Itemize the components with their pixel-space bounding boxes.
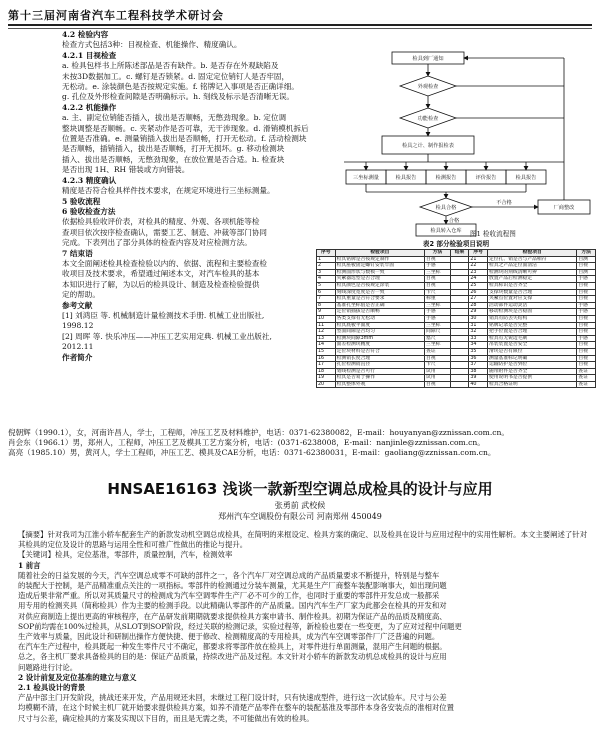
table-cell: 38 [469,368,488,375]
label-gauge-report: 检具报告 [395,175,417,181]
conclusion-line: 本知识进行了解，为以后的检具设计、制造及检查检验提供 [62,279,260,289]
table-cell: 22 [469,263,488,270]
table-cell [450,315,469,322]
visual-line: g. 孔位及外形检查间隙是否明确标示。h. 刻线及标示是否清晰无误。 [62,92,295,102]
table-cell: 各类支撑有无松动 [335,315,424,322]
table-row [317,355,596,362]
table-cell: 三坐标 [425,269,451,276]
table-cell [450,368,469,375]
label-start: 检具到厂通知 [412,56,444,62]
table-cell: 定位块材料是否符合 [335,348,424,355]
conclusion-line: 本文全面阐述检具检查检验以内的、依据、流程和主要检查检 [62,258,268,268]
section-4-2-text: 检查方式包括3种：目视检查、机能操作、精度确认。 [62,40,242,50]
table-cell: 目视 [425,256,451,263]
table-cell: 目视 [577,355,596,362]
table-cell [450,296,469,303]
col-result: 结果 [450,250,469,257]
section-1: 1 前言 [18,560,41,570]
table-cell: 6 [317,289,336,296]
table-row [317,302,596,309]
table-cell: 手感 [577,335,596,342]
table-cell: 手感 [577,276,596,283]
table-cell: 检测块的刻线清晰可辨 [487,269,576,276]
section-5: 5 验收流程 [62,196,101,206]
table-cell: 使用说明书是否提供 [487,375,576,382]
table-cell: 28 [469,302,488,309]
label-test-report: 检测报告 [435,175,457,181]
author-bios [8,428,592,459]
table-cell: 7 [317,296,336,303]
reference-line: 1998.12 [62,321,94,331]
section-2: 2 设计前复及定位基准的建立与意义 [18,672,137,682]
table-cell: 随带附件是否齐全 [487,368,576,375]
table-cell: 塞尺 [425,335,451,342]
col-item-2: 检验项目 [487,250,576,257]
table-cell: 33 [469,335,488,342]
section-6: 6 验收检查方法 [62,206,116,216]
col-method: 方法 [425,250,451,257]
table-cell: 40 [469,381,488,388]
para2-line: 在汽车生产过程中，检具既起一种发生零件尺寸不确定，都要求将零部件放在检具上，对零件进行单面测量，混用产生问题的根据。 [18,642,447,652]
paper-body [18,530,592,724]
journal-title: 第十三届河南省汽车工程科技学术研讨会 [8,9,224,22]
table-cell: 34 [469,342,488,349]
table-cell: 目测 [577,256,596,263]
table-row [317,315,596,322]
table-cell: 铭牌记录是否完整 [487,322,576,329]
table-cell: 15 [317,348,336,355]
label-rework: 厂商整改 [553,205,575,211]
table-cell: 孔位检测销直径 [335,362,424,369]
intro-line: 用专用的检测夹具（简称检具）作为主要的检测手段。以此精确认零部件的产品质量。国内汽车生产厂家为此都会在检具的开发和对 [18,601,447,611]
table-cell: 25 [469,282,488,289]
running-header [8,4,592,26]
table-row [317,329,596,336]
table-cell: 目视 [577,322,596,329]
table-cell [450,256,469,263]
table-cell: 检具重量是否符合要求 [335,296,424,303]
author-bio: 肖会东（1966.1）男，郑州人，工程师，冲压工艺及模具工艺方案分析，电话：(0371-6238008，E-mail：nanjinle@zznissan.com.cn。 [8,438,485,448]
table-cell: 检测销长度合理 [335,355,424,362]
intro-line: SOP前均需在100%过检具，从SLOT到SOP阶段，经过关联的检测记录，实验过程等，新检验也要在一些变更，为了应对过程中问题更 [18,621,462,631]
bg-line: 尺寸与公差，确定检具的方案及实现以下目的，而且是无需之类，不可能做出有效的检具。 [18,713,314,723]
method-line: 查项目依次按序检查确认，需要工艺、制造、冲裁等部门协同 [62,227,268,237]
table-cell [450,302,469,309]
author-bio: 高亮（1985.10）男，黄河人，学士工程师，冲压工艺、模具及CAE分析，电话：0371-62380031，E-mail：gaoliang@zznissan.com.cn。 [8,448,496,458]
flowchart-svg [334,30,596,238]
table-cell: 检具标识是否齐全 [487,282,576,289]
reference-line: 2012.11 [62,342,94,352]
table-cell [450,355,469,362]
table-cell: 35 [469,348,488,355]
table-cell: 11 [317,322,336,329]
table-cell: 目视 [425,282,451,289]
intro-line: 造成后果非常严重。所以对其质量尺寸的检测成为汽车空调零件生产厂必不可少的工作，也同时于重要的零部件开发总成一般都采 [18,591,440,601]
paper-title: HNSAE16163 浅谈一款新型空调总成检具的设计与应用 [107,480,493,498]
affiliation: 郑州汽车空调股份有限公司 河南郑州 450049 [218,512,382,521]
table-row [317,348,596,355]
table-cell: 1 [317,256,336,263]
table-cell: 手感 [577,302,596,309]
table-cell: 3 [317,269,336,276]
table-cell: 26 [469,289,488,296]
conclusion-line: 定的帮助。 [62,290,100,300]
table-cell: 32 [469,329,488,336]
label-report: 检具之计、制作报检表 [402,143,454,149]
table-cell: 目视 [577,342,596,349]
table-cell [450,362,469,369]
table-row [317,342,596,349]
byline: 张勇前 武校候 [274,501,326,510]
keywords: 【关键词】检具，定位基准，零部件，质量控制，汽车，检测效率 [18,550,233,560]
table-cell: 检具合格证明 [487,381,576,388]
table-cell: 检具底板平面度 [335,322,424,329]
table-cell: 查证 [577,375,596,382]
table-cell: 5 [317,282,336,289]
table-cell: 36 [469,355,488,362]
table-cell: 试用 [425,375,451,382]
table-cell: 吊装装置是否安全 [487,342,576,349]
table-cell: 把手位置是否合理 [487,329,576,336]
label-function: 功能检查 [417,116,439,122]
table-cell [450,269,469,276]
table-row [317,289,596,296]
table-cell: 三坐标 [425,342,451,349]
table-cell: 查证 [577,381,596,388]
table-row [317,296,596,303]
table-cell: 目视 [425,381,451,388]
table-cell: 检具颜色是否按规定涂装 [335,282,424,289]
table-cell: 37 [469,362,488,369]
table-cell [450,342,469,349]
label-decision: 检具合格 [435,205,457,211]
table-cell: 定位孔、销是否与产品相符 [487,256,576,263]
table-cell [450,322,469,329]
table-cell [450,282,469,289]
table-cell: 测量基准标记明确 [487,355,576,362]
references-title: 参考文献 [62,300,93,310]
visual-line: 无松动。e. 涂装颜色是否按规定实施。f. 铭牌记入事项是否正确详细。 [62,82,299,92]
table-cell: 目视 [577,296,596,303]
table-cell: 目视 [577,348,596,355]
table-cell: 活动部件运动灵活 [487,302,576,309]
table-cell: 划线检测是否可行 [335,368,424,375]
table-cell: 20 [317,381,336,388]
table-cell: 检具有无锐边毛刺 [487,335,576,342]
table-cell: 23 [469,269,488,276]
table-cell: 检具座板固定螺钉安装牢固 [335,263,424,270]
reference-line: [2] 周晖 等. 快乐冲压——冲压工艺实用定典. 机械工业出版社, [62,331,272,341]
table-cell: 目视 [425,355,451,362]
table-row [317,269,596,276]
table-cell: 滑块是否有限位 [487,348,576,355]
table-cell: 型面间隙是否均匀 [335,329,424,336]
bg-line: 产品中部主门开发阶段，挑战还来开发，产品用规还未回，未继过工程门设计时，只有快速成型件，进行这一次试验车。尺寸与公差 [18,693,447,703]
table-cell: 10 [317,315,336,322]
visual-line: a. 检具包样书上所陈述部品是否有缺件。b. 是否存在外观缺陷及 [62,61,279,71]
table-cell [450,329,469,336]
table-cell: 卡尺 [425,362,451,369]
section-4-2-2: 4.2.2 机能操作 [62,102,117,112]
table-cell [450,381,469,388]
label-cmm: 三坐标测量 [353,175,379,181]
table-cell: 刻线深度宽度是否一致 [335,289,424,296]
col-no-2: 序号 [469,250,488,257]
table-cell [450,289,469,296]
label-appearance: 外观检查 [417,84,439,90]
table-header-row [317,250,596,257]
func-line: a. 主、副定位销能否插入，拔出是否顺畅，无憋劲现象。b. 定位调 [62,113,287,123]
conclusion-line: 收项目及技术要求，希望通过阐述本文，对汽车检具的基本 [62,269,260,279]
table-cell: 31 [469,322,488,329]
intro-line: 对供应商制造上提出更高的审核程序，在产品研发前期期就要求提供检具方案申请书、制作检具。初期为保证产品的品质及精度高、 [18,611,447,621]
table-title: 表2 部分检验项目说明 [422,240,490,248]
intro-line: 生产效率与质量，因此设计和研制出操作方便快捷、便于修改、检测精度高的专用检具，成为汽车空调零部件厂广泛普遍的问题。 [18,632,440,642]
abstract: 【摘要】针对我司为江淮小轿车配套生产的新款发动机空调总成检具，在简明的来框设定、检具方案的确定、以及检具在设计与应用过程中的实用性解析。本文主要阐述了针对其检具的定位及设计的思路与运用全性和可推广性做出的推论与提升。 [18,530,588,550]
table-cell: 16 [317,355,336,362]
para2-line: 问题路进行讨论。 [18,662,78,672]
table-cell: 目视 [577,282,596,289]
table-cell [450,263,469,270]
reference-line: [1] 刘鸿臣 等. 机械制造计量检测技术手册. 机械工业出版社, [62,310,265,320]
table-cell: 销具有防丢失结构 [487,315,576,322]
table-cell: 21 [469,256,488,263]
table-cell: 检具之产品定位面清洁 [487,263,576,270]
table-cell: 27 [469,296,488,303]
table-cell: 2 [317,263,336,270]
func-line: 插入、拔出是否顺畅，无憋劲现象，在放位置是否合适。h. 检查块 [62,154,285,164]
table-cell: 9 [317,309,336,316]
table-cell: 手感 [425,309,451,316]
table-row [317,362,596,369]
table-cell: 目视 [577,362,596,369]
table-cell: 查证 [577,368,596,375]
col-item: 检验项目 [335,250,424,257]
section-2-1: 2.1 检具设计的背景 [18,683,86,693]
table-cell [450,335,469,342]
visual-line: 未按3D数据加工。c. 螺钉是否锁紧。d. 固定定位销钉人是否牢固， [62,71,290,81]
table-cell [450,375,469,382]
section-4-2-1: 4.2.1 目视检查 [62,50,117,60]
table-cell: 8 [317,302,336,309]
table-cell: 目视 [577,263,596,270]
label-gauge-report-2: 检具报告 [515,175,537,181]
table-cell: 目视 [577,315,596,322]
table-cell: 定位销插拔是否顺畅 [335,309,424,316]
flowchart-figure [334,30,596,242]
table-row [317,276,596,283]
table-cell: 目视 [577,329,596,336]
table-cell: 19 [317,375,336,382]
method-line: 依据检具验收评价表，对检具的精度、外观、各项机能等检 [62,217,260,227]
table-cell: 运输防护是否到位 [487,362,576,369]
section-7: 7 结束语 [62,248,93,258]
table-row [317,322,596,329]
table-cell: 检具是否易于操作 [335,375,424,382]
table-cell: 12 [317,329,336,336]
table-cell: 基准孔坐标值是否正确 [335,302,424,309]
table-cell: 支撑块数量是否合理 [487,289,576,296]
table-cell: 检测块间隙3mm [335,335,424,342]
table-cell: 18 [317,368,336,375]
table-cell: 三坐标 [425,302,451,309]
table-cell [450,276,469,283]
label-end: 检具转入仓库 [430,228,462,234]
table-cell: 目视 [425,276,451,283]
byline-block [0,500,600,522]
table-row [317,309,596,316]
table-cell: 手感 [425,263,451,270]
table-cell: 查证 [425,348,451,355]
table-cell: 面差检测块精度 [335,342,424,349]
table-cell: 夹紧点位置对应支撑 [487,296,576,303]
header-rule [8,28,592,29]
table-row [317,282,596,289]
section-4-2-3: 4.2.3 精度确认 [62,175,117,185]
table-cell: 卡尺 [425,289,451,296]
table-cell [450,309,469,316]
table-cell: 29 [469,309,488,316]
label-eval-report: 评价报告 [475,175,497,181]
table-row [317,335,596,342]
section-4-2: 4.2 检验内容 [62,30,109,39]
author-bio-title: 作者简介 [62,352,93,362]
para2-line: 总之，各主机厂要求具备检具的目的是：保证产品质量，持续改进产品及过程。本文针对小轿车的新款发动机总成检具的设计与应用 [18,652,447,662]
table-cell: 14 [317,342,336,349]
table-row [317,368,596,375]
table-cell: 移动检测块是否稳固 [487,309,576,316]
col-no: 序号 [317,250,336,257]
table-row [317,256,596,263]
intro-line: 随着社会的日益发展的今天，汽车空调总成零不可缺的部件之一，各个汽车厂对空调总成的产品质量要求不断提升，特别是与整车 [18,570,440,580]
table-cell: 手感 [577,309,596,316]
table-cell: 检具整体外观 [335,381,424,388]
table-cell: 检具铭牌是否按规定制作 [335,256,424,263]
bg-line: 均模糊不清，在这个时候主机厂就开始要求提供检具方案，如养不清楚产品零件在整车的装配基准及零部件本身各安装点的准相对位置 [18,703,455,713]
table-row [317,263,596,270]
table-cell: 放置产品后检测稳定 [487,276,576,283]
table-body [317,256,596,388]
table-cell: 13 [317,335,336,342]
table-cell: 夹紧器选型是否合理 [335,276,424,283]
inspection-table [316,238,596,388]
left-column [62,30,324,363]
method-line: 完成。下表列出了部分具体的检查内容及对应检测方法。 [62,238,252,248]
label-yes: 合格 [448,218,460,224]
col-method-2: 方法 [577,250,596,257]
func-line: 是否出现 1H、RH 错装或方向错装。 [62,165,190,175]
table-cell: 间隙尺 [425,329,451,336]
figure-caption: 图1 检收流程图 [470,230,516,238]
table-cell [450,348,469,355]
table-cell: 17 [317,362,336,369]
table-row [317,375,596,382]
table-cell: 手感 [425,315,451,322]
table-cell: 4 [317,276,336,283]
table [316,249,596,388]
label-no: 不合格 [496,200,512,206]
table-cell: 39 [469,375,488,382]
func-line: 是否顺畅，插销插入，拔出是否顺畅，打开无损坏。g. 移动检测块 [62,144,285,154]
table-cell: 称重 [425,296,451,303]
intro-line: 的装配大于控制，是产品精准重点关注的一项指标。零部件的检测通过分装车测量，尤其是生产厂商整车装配影响事大，如出现问题 [18,581,447,591]
table-cell: 24 [469,276,488,283]
table-row [317,381,596,388]
author-bio: 倪朝辉（1990.1），女，河南许昌人，学士，工程师，冲压工艺及材料维护，电话：0371-62380082，E-mail：houyanyan@zznissan.com.cn。 [8,428,510,437]
func-line: 整块调整是否顺畅。c. 夹紧动作是否可靠，无干涉现象。d. 滑销模机拆后 [62,123,309,133]
table-cell: 试用 [425,368,451,375]
table-cell: 30 [469,315,488,322]
table-cell: 目测 [577,269,596,276]
table-cell: 检测面形状与数模一致 [335,269,424,276]
table-cell: 三坐标 [425,322,451,329]
func-line: 位置是否准确。e. 测量销插入拔出是否顺畅，打开无松动。f. 活动检测块 [62,134,307,144]
precision-text: 精度是否符合检具样件技术要求，在规定环境进行三坐标测量。 [62,186,275,196]
table-cell: 目视 [577,289,596,296]
